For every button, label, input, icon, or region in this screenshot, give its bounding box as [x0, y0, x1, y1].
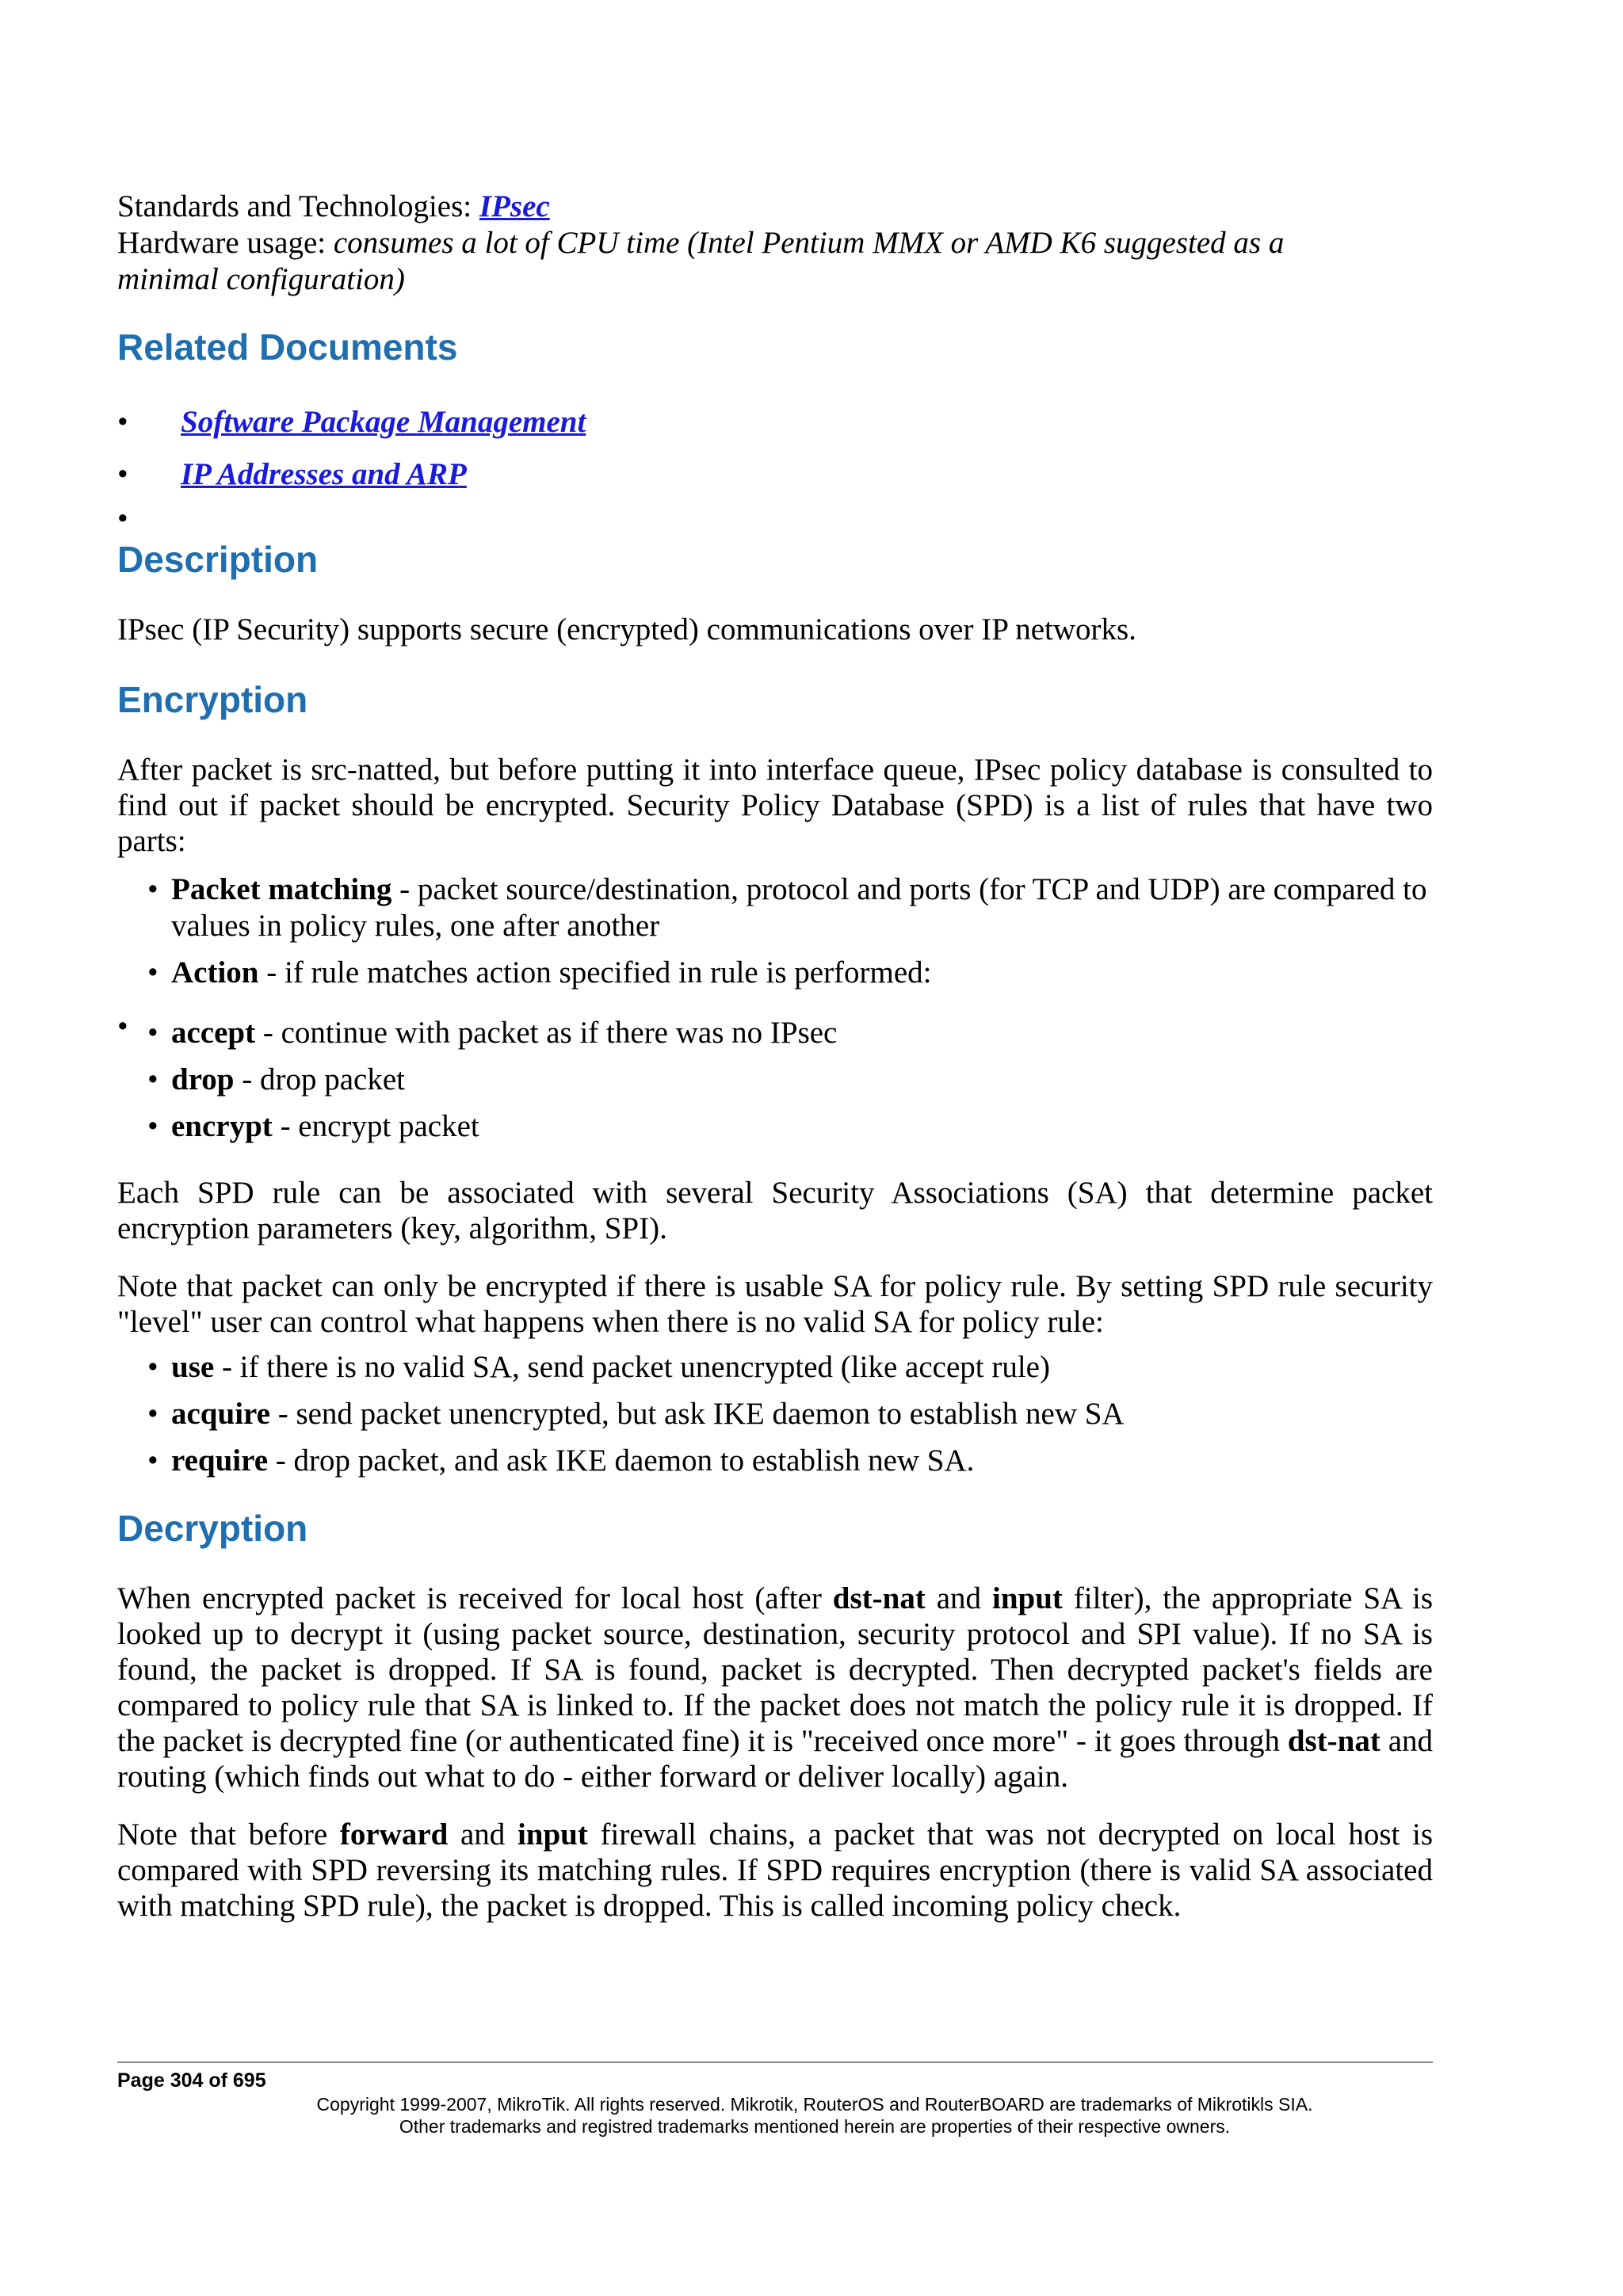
footer-divider: [117, 2061, 1433, 2063]
bullet-icon: •: [117, 502, 128, 536]
list-item: • acquire - send packet unencrypted, but ask IKE daemon to establish new SA: [147, 1397, 1125, 1431]
list-item: • Packet matching - packet source/destination, protocol and ports (for TCP and UDP) are compared to values in policy rules, one after another: [147, 872, 1427, 943]
actions-list: [117, 1015, 1433, 1145]
bullet-icon: •: [117, 457, 128, 491]
list-item: • accept - continue with packet as if there was no IPsec: [147, 1016, 838, 1050]
ip-addresses-arp-link[interactable]: IP Addresses and ARP: [181, 457, 467, 491]
related-item-software: [117, 404, 1433, 456]
list-item: • use - if there is no valid SA, send packet unencrypted (like accept rule): [147, 1350, 1050, 1384]
hardware-line: [117, 225, 1433, 261]
related-item-empty: [117, 501, 1433, 537]
bullet-icon: •: [147, 872, 158, 906]
decryption-heading: Decryption: [117, 1508, 308, 1549]
standards-line: [117, 189, 1433, 225]
standards-label: Standards and Technologies:: [117, 189, 479, 223]
note-text: Note that packet can only be encrypted if there is usable SA for policy rule. By setting SPD rule security "level" user can control what happens when there is no valid SA for policy rule:: [117, 1269, 1433, 1339]
actions-block: [117, 1009, 1433, 1145]
sa-text: Each SPD rule can be associated with several Security Associations (SA) that determine packet encryption parameters (key, algorithm, SPI).: [117, 1176, 1433, 1245]
related-item-ip: [117, 456, 1433, 501]
page-number: Page 304 of 695: [117, 2069, 266, 2092]
software-package-management-link[interactable]: Software Package Management: [181, 405, 586, 439]
description-text: IPsec (IP Security) supports secure (encrypted) communications over IP networks.: [117, 612, 1136, 646]
ipsec-link[interactable]: IPsec: [479, 189, 550, 223]
list-item: • Action - if rule matches action specified in rule is performed:: [147, 955, 932, 990]
copyright-line-1: Copyright 1999-2007, MikroTik. All rights reserved. Mikrotik, RouterOS and RouterBOARD are trademarks of Mikrotikls SIA.: [316, 2094, 1313, 2115]
spd-parts-list: [117, 871, 1433, 991]
list-item: • require - drop packet, and ask IKE daemon to establish new SA.: [147, 1444, 975, 1478]
bullet-icon: •: [117, 405, 128, 439]
bullet-icon: •: [117, 1009, 128, 1043]
related-documents-heading: Related Documents: [117, 326, 458, 368]
bullet-icon: •: [147, 955, 158, 990]
bullet-icon: •: [147, 1109, 158, 1143]
bullet-icon: •: [147, 1350, 158, 1384]
encryption-heading: Encryption: [117, 679, 308, 720]
list-item: • drop - drop packet: [147, 1062, 405, 1097]
bullet-icon: •: [147, 1062, 158, 1097]
copyright-line-2: Other trademarks and registred trademarks mentioned herein are properties of their respective owners.: [399, 2116, 1231, 2137]
security-levels-list: [117, 1349, 1433, 1479]
hardware-value: consumes a lot of CPU time (Intel Pentium MMX or AMD K6 suggested as a: [333, 226, 1285, 260]
list-item: • encrypt - encrypt packet: [147, 1109, 479, 1143]
hardware-line-2: minimal configuration): [117, 262, 405, 296]
bullet-icon: •: [147, 1016, 158, 1050]
page-content: [117, 189, 1433, 1924]
footer-copyright: [117, 2093, 1512, 2138]
decryption-paragraph-1: When encrypted packet is received for local host (after dst-nat and input filter), the appropriate SA is looked up to decrypt it (using packet source, destination, security protocol and SPI value). If no SA is found, the packet is dropped. If SA is found, packet is decrypted. Then decrypted packet's fields are compared to policy rule that SA is linked to. If the packet does not match the policy rule it is dropped. If the packet is decrypted fine (or authenticated fine) it is "received once more" - it goes through dst-nat and routing (which finds out what to do - either forward or deliver locally) again.: [117, 1581, 1434, 1794]
description-heading: Description: [117, 539, 319, 580]
decryption-paragraph-2: Note that before forward and input firewall chains, a packet that was not decrypted on local host is compared with SPD reversing its matching rules. If SPD requires encryption (there is valid SA associated with matching SPD rule), the packet is dropped. This is called incoming policy check.: [117, 1817, 1433, 1923]
hardware-label: Hardware usage:: [117, 226, 334, 260]
encryption-intro: After packet is src-natted, but before putting it into interface queue, IPsec policy database is consulted to find out if packet should be encrypted. Security Policy Database (SPD) is a list of rules that have two parts:: [117, 753, 1433, 858]
bullet-icon: •: [147, 1397, 158, 1431]
bullet-icon: •: [147, 1444, 158, 1478]
